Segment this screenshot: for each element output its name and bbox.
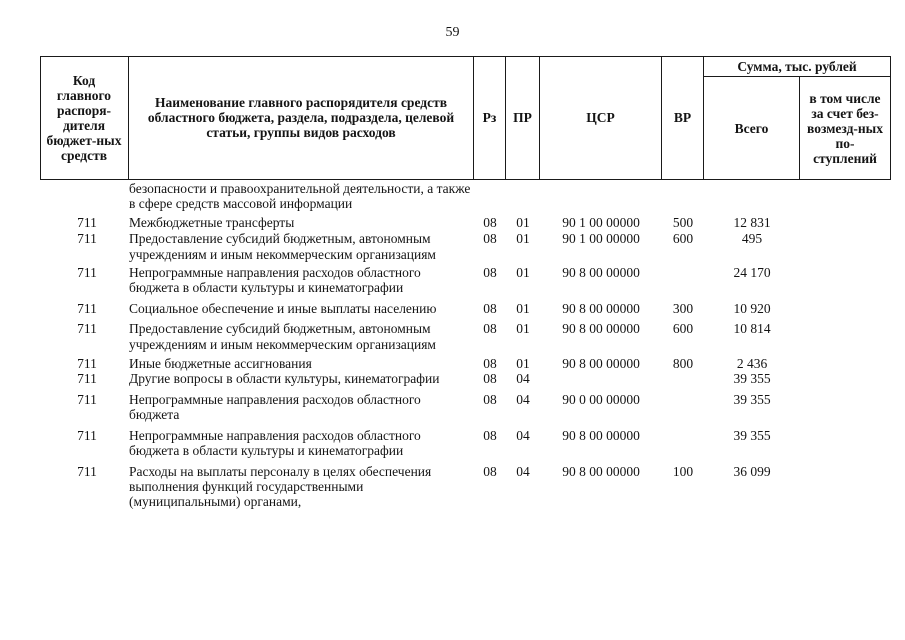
header-name [129,56,474,180]
cell-pr: 01 [516,356,530,372]
cell-total: 36 099 [733,463,771,479]
header-total [704,77,800,180]
header-rz [474,56,506,180]
cell-code: 711 [77,231,97,247]
cell-code: 711 [77,391,97,407]
cell-rz: 08 [483,231,497,247]
cell-total: 10 814 [733,321,771,337]
header-csr [540,56,662,180]
cell-total: 495 [741,231,763,247]
table-row [40,464,891,510]
cell-name: Межбюджетные трансферты [129,214,295,230]
cell-csr: 90 0 00 00000 [562,391,640,407]
cell-pr: 04 [516,427,530,443]
cell-pr: 01 [516,214,530,230]
cell-csr: 90 8 00 00000 [562,300,640,316]
cell-name: Предоставление субсидий бюджетным, автономным учреждениям и иным некоммерческим организациям [129,321,436,352]
cell-vr: 800 [672,356,694,372]
table-body [40,181,891,510]
cell-total: 12 831 [733,214,771,230]
header-code [40,56,129,180]
cell-pr: 01 [516,231,530,247]
cell-rz: 08 [483,321,497,337]
cell-total: 24 170 [733,265,771,281]
cell-total: 10 920 [733,300,771,316]
cell-csr: 90 1 00 00000 [562,231,640,247]
table-row [40,321,891,352]
cell-code: 711 [77,427,97,443]
table-row [40,181,891,212]
header-vr-text: ВР [673,110,692,125]
header-csr-text: ЦСР [586,110,615,125]
cell-code: 711 [77,356,97,372]
cell-name: Непрограммные направления расходов областного бюджета [129,391,421,423]
cell-pr: 04 [516,371,530,387]
cell-pr: 04 [516,391,530,407]
cell-rz: 08 [483,214,497,230]
header-code-text: Код главного распоря-дителя бюджет-ных средств [46,72,122,163]
header-sum-group [704,56,891,77]
table-row [40,265,891,296]
cell-rz: 08 [483,300,497,316]
cell-vr: 300 [672,300,694,316]
cell-csr: 90 8 00 00000 [562,463,640,479]
cell-rz: 08 [483,356,497,372]
header-vr [662,56,704,180]
cell-name: Иные бюджетные ассигнования [129,356,312,372]
cell-rz: 08 [483,391,497,407]
cell-total: 39 355 [733,391,771,407]
table-row [40,356,891,371]
cell-rz: 08 [483,371,497,387]
table-row [40,215,891,230]
cell-code: 711 [77,371,97,387]
cell-code: 711 [77,463,97,479]
cell-vr: 600 [672,321,694,337]
cell-csr: 90 8 00 00000 [562,427,640,443]
cell-name: безопасности и правоохранительной деятельности, а также в сфере средств массовой информации [129,181,471,212]
cell-name: Расходы на выплаты персоналу в целях обеспечения выполнения функций государственными (муниципальными) органами, [129,463,432,510]
cell-code: 711 [77,214,97,230]
cell-total: 2 436 [736,356,768,372]
header-pr [506,56,540,180]
header-sum-group-text: Сумма, тыс. рублей [737,58,857,74]
cell-pr: 01 [516,300,530,316]
cell-name: Непрограммные направления расходов областного бюджета в области культуры и кинематографии [129,427,421,459]
cell-rz: 08 [483,265,497,281]
cell-rz: 08 [483,463,497,479]
cell-csr: 90 8 00 00000 [562,356,640,372]
cell-csr: 90 1 00 00000 [562,214,640,230]
cell-rz: 08 [483,427,497,443]
cell-csr: 90 8 00 00000 [562,265,640,281]
cell-total: 39 355 [733,371,771,387]
table-row [40,428,891,459]
cell-pr: 01 [516,321,530,337]
cell-name: Социальное обеспечение и иные выплаты населению [129,300,437,316]
header-rz-text: Рз [482,110,497,125]
header-total-text: Всего [734,120,769,136]
table-header [40,56,891,180]
cell-name: Предоставление субсидий бюджетным, автономным учреждениям и иным некоммерческим организациям [129,231,436,262]
cell-code: 711 [77,300,97,316]
header-bezvozmezd-text: в том числе за счет без-возмезд-ных по-ступлений [807,90,883,166]
cell-total: 39 355 [733,427,771,443]
table-row [40,392,891,423]
cell-vr: 500 [672,214,694,230]
cell-code: 711 [77,265,97,281]
header-bezvozmezd [800,77,891,180]
cell-pr: 04 [516,463,530,479]
table-row [40,301,891,316]
header-name-text: Наименование главного распорядителя средств областного бюджета, раздела, подраздела, целевой статьи, группы видов расходов [147,95,455,140]
page-number: 59 [445,25,460,40]
cell-code: 711 [77,321,97,337]
cell-vr: 100 [672,463,694,479]
table-row [40,371,891,386]
cell-pr: 01 [516,265,530,281]
table-row [40,231,891,262]
cell-vr: 600 [672,231,694,247]
cell-name: Непрограммные направления расходов областного бюджета в области культуры и кинематографии [129,265,421,296]
header-pr-text: ПР [513,110,532,125]
cell-name: Другие вопросы в области культуры, кинематографии [129,371,440,387]
cell-csr: 90 8 00 00000 [562,321,640,337]
